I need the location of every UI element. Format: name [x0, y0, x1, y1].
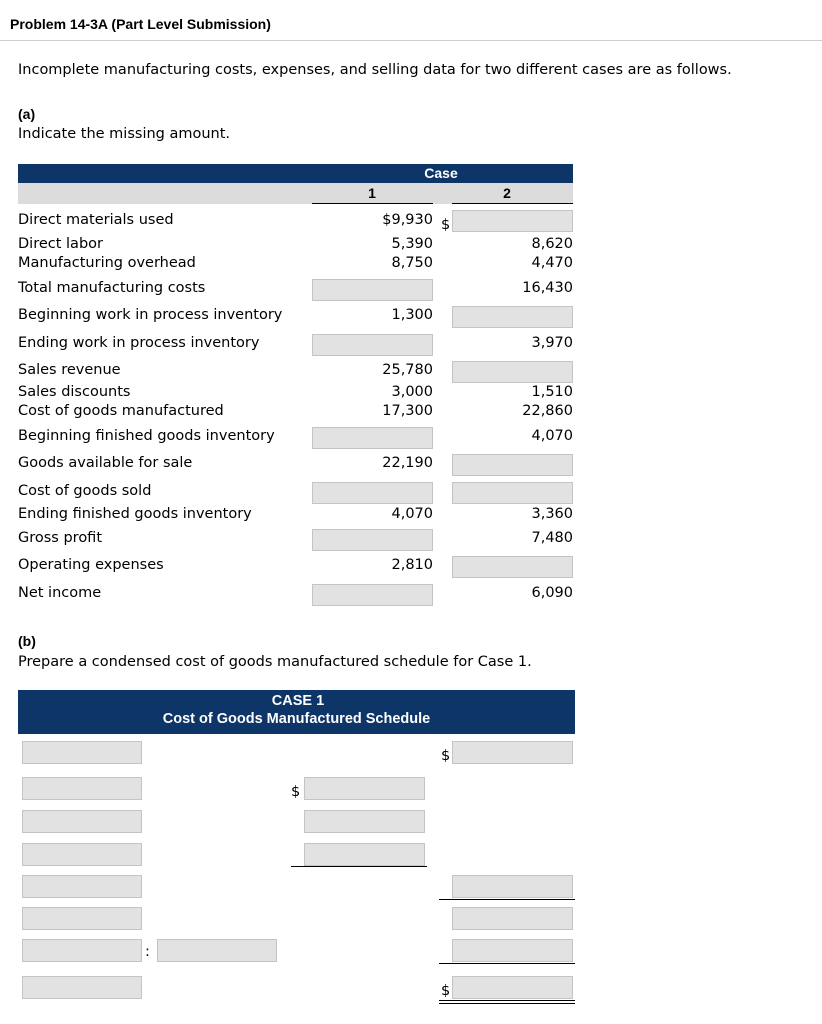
case2-value: 4,070: [531, 428, 573, 444]
case1-value: $9,930: [382, 212, 433, 228]
colon: :: [145, 944, 150, 960]
schedule-total-input[interactable]: [452, 875, 573, 898]
case-header: [18, 164, 573, 183]
column-header-band: [18, 183, 573, 204]
schedule-total-input[interactable]: [452, 907, 573, 930]
schedule-amount-input[interactable]: [304, 810, 425, 833]
case2-value: 22,860: [522, 403, 573, 419]
dollar-sign: $: [441, 983, 451, 999]
case2-value: 3,970: [531, 335, 573, 351]
row-label: Cost of goods manufactured: [18, 403, 224, 419]
case2-value: 7,480: [531, 530, 573, 546]
part-b-instruction: Prepare a condensed cost of goods manufactured schedule for Case 1.: [18, 654, 532, 670]
row-label: Gross profit: [18, 530, 103, 546]
case2-sales-revenue-input[interactable]: [452, 361, 573, 383]
row-label: Manufacturing overhead: [18, 255, 196, 271]
case1-value: 3,000: [391, 384, 433, 400]
row-label: Sales revenue: [18, 362, 121, 378]
row-label: Beginning finished goods inventory: [18, 428, 275, 444]
schedule-label-input[interactable]: [22, 810, 142, 833]
dollar-sign: $: [291, 784, 301, 800]
case2-value: 6,090: [531, 585, 573, 601]
case1-net-income-input[interactable]: [312, 584, 433, 606]
part-a-label: (a): [18, 106, 36, 122]
case2-value: 8,620: [531, 236, 573, 252]
case2-value: 16,430: [522, 280, 573, 296]
part-a-instruction: Indicate the missing amount.: [18, 126, 231, 142]
case1-total-manufacturing-costs-input[interactable]: [312, 279, 433, 301]
schedule-label-input[interactable]: [22, 939, 142, 962]
row-label: Goods available for sale: [18, 455, 193, 471]
part-b-label: (b): [18, 633, 36, 649]
column-1-header: 1: [368, 185, 376, 201]
row-label: Cost of goods sold: [18, 483, 152, 499]
case1-value: 5,390: [391, 236, 433, 252]
dollar-sign: $: [441, 748, 451, 764]
column-1-underline: [312, 203, 433, 204]
case1-beginning-fg-input[interactable]: [312, 427, 433, 449]
total-underline: [439, 899, 575, 900]
case2-goods-available-input[interactable]: [452, 454, 573, 476]
case2-cogs-input[interactable]: [452, 482, 573, 504]
case1-value: 1,300: [391, 307, 433, 323]
schedule-header: [18, 690, 575, 734]
case1-value: 17,300: [382, 403, 433, 419]
double-underline-top: [439, 1000, 575, 1001]
schedule-label-input[interactable]: [22, 875, 142, 898]
schedule-sublabel-input[interactable]: [157, 939, 277, 962]
case1-gross-profit-input[interactable]: [312, 529, 433, 551]
schedule-label-input[interactable]: [22, 777, 142, 800]
row-label: Ending finished goods inventory: [18, 506, 252, 522]
problem-title: Problem 14-3A (Part Level Submission): [10, 16, 271, 32]
case2-value: 1,510: [531, 384, 573, 400]
schedule-total-input[interactable]: [452, 741, 573, 764]
schedule-label-input[interactable]: [22, 907, 142, 930]
row-label: Operating expenses: [18, 557, 164, 573]
schedule-label-input[interactable]: [22, 976, 142, 999]
schedule-amount-input[interactable]: [304, 843, 425, 866]
case1-value: 4,070: [391, 506, 433, 522]
subtotal-underline: [291, 866, 427, 867]
case1-value: 22,190: [382, 455, 433, 471]
double-underline-bottom: [439, 1003, 575, 1004]
schedule-final-total-input[interactable]: [452, 976, 573, 999]
schedule-label-input[interactable]: [22, 843, 142, 866]
problem-intro: Incomplete manufacturing costs, expenses, and selling data for two different cases are as follows.: [18, 62, 732, 78]
row-label: Direct labor: [18, 236, 103, 252]
column-2-underline: [452, 203, 573, 204]
row-label: Net income: [18, 585, 102, 601]
row-label: Beginning work in process inventory: [18, 307, 283, 323]
schedule-title: Cost of Goods Manufactured Schedule: [162, 711, 431, 727]
divider: [0, 40, 822, 41]
schedule-case-label: CASE 1: [271, 693, 325, 709]
column-2-header: 2: [503, 185, 511, 201]
case2-value: 4,470: [531, 255, 573, 271]
case1-value: 2,810: [391, 557, 433, 573]
schedule-total-input[interactable]: [452, 939, 573, 962]
row-label: Direct materials used: [18, 212, 174, 228]
row-label: Ending work in process inventory: [18, 335, 260, 351]
case1-value: 8,750: [391, 255, 433, 271]
case1-ending-wip-input[interactable]: [312, 334, 433, 356]
case1-value: 25,780: [382, 362, 433, 378]
dollar-sign: $: [441, 217, 451, 233]
total-underline: [439, 963, 575, 964]
schedule-label-input[interactable]: [22, 741, 142, 764]
case2-beginning-wip-input[interactable]: [452, 306, 573, 328]
case-header-label: Case: [424, 165, 458, 181]
schedule-amount-input[interactable]: [304, 777, 425, 800]
row-label: Total manufacturing costs: [18, 280, 206, 296]
case2-direct-materials-input[interactable]: [452, 210, 573, 232]
case1-cogs-input[interactable]: [312, 482, 433, 504]
case2-value: 3,360: [531, 506, 573, 522]
case2-operating-expenses-input[interactable]: [452, 556, 573, 578]
row-label: Sales discounts: [18, 384, 131, 400]
